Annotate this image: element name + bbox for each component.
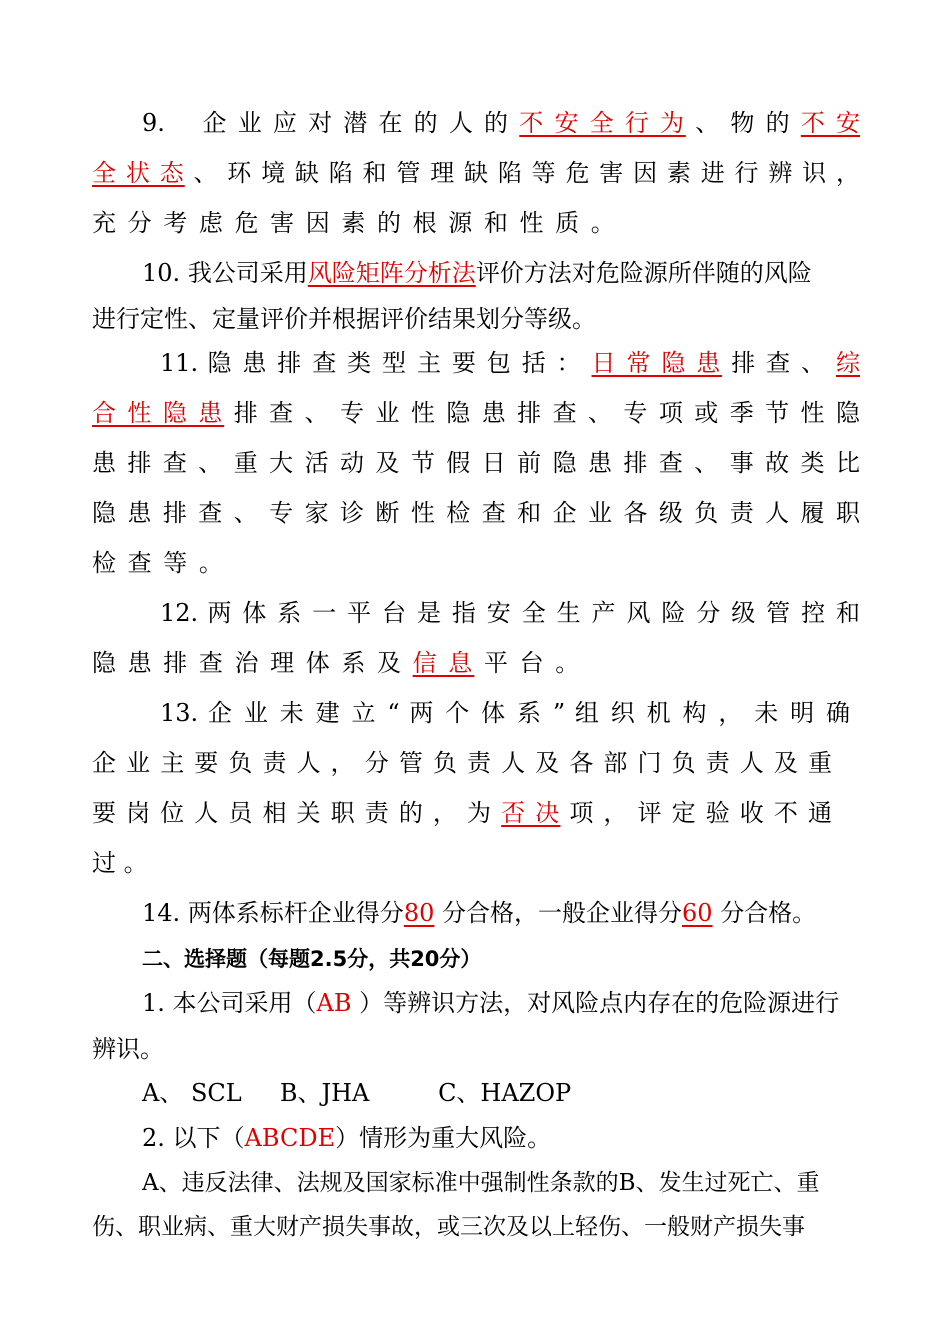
- c2-text: 以下（: [172, 1124, 245, 1152]
- q9-answer-2: 不 安: [800, 109, 861, 137]
- q13-text: 要 岗 位 人 员 相 关 职 责 的 ， 为: [92, 799, 493, 827]
- c2-line-3: 伤、职业病、重大财产损失事故，或三次及以上轻伤、一般财产损失事: [92, 1214, 805, 1240]
- q13-text: 项 ， 评 定 验 收 不 通: [569, 799, 832, 827]
- q12-line-1: [160, 596, 860, 630]
- q14-text: 两体系标杆企业得分: [187, 899, 404, 927]
- q13-line-1: [160, 696, 850, 730]
- q14-text: 分合格，一般企业得分: [442, 899, 682, 927]
- c1-line-2: 辨识。: [92, 1035, 164, 1063]
- c1-text: 本公司采用（: [172, 989, 317, 1017]
- c1-line-1: [142, 986, 860, 1020]
- c1-option-c: C、HAZOP: [438, 1079, 572, 1107]
- q13-line-4: 过 。: [92, 849, 148, 877]
- q12-text: 两 体 系 一 平 台 是 指 安 全 生 产 风 险 分 级 管 控 和: [207, 599, 860, 627]
- c1-answer: AB: [316, 989, 352, 1017]
- q12-number: 12.: [160, 599, 199, 627]
- q14-answer-1: 80: [403, 899, 435, 927]
- c1-option-a: A、 SCL: [142, 1079, 242, 1107]
- q13-number: 13.: [160, 699, 199, 727]
- c2-text: ）情形为重大风险。: [335, 1124, 552, 1152]
- q14-text: 分合格。: [720, 899, 817, 927]
- q10-line-2: 进行定性、定量评价并根据评价结果划分等级。: [92, 305, 596, 333]
- q11-line-2: [92, 396, 860, 430]
- q9-text: 、 环 境 缺 陷 和 管 理 缺 陷 等 危 害 因 素 进 行 辨 识 ，: [193, 159, 860, 187]
- q9-number: 9.: [142, 109, 165, 137]
- q13-text: 企 业 未 建 立 “ 两 个 体 系 ” 组 织 机 构 ， 未 明 确: [207, 699, 851, 727]
- q10-line-1: [142, 256, 860, 290]
- q14-answer-2: 60: [682, 899, 713, 927]
- c2-line-1: [142, 1121, 860, 1155]
- q11-number: 11.: [160, 349, 199, 377]
- q11-line-5: 检 查 等 。: [92, 549, 225, 577]
- c1-number: 1.: [142, 989, 165, 1017]
- q9-line-3: 充 分 考 虑 危 害 因 素 的 根 源 和 性 质 。: [92, 209, 617, 237]
- c2-answer: ABCDE: [244, 1124, 336, 1152]
- q11-line-1: [160, 346, 860, 380]
- q9-line-1: [142, 106, 860, 140]
- q9-line-2: [92, 156, 860, 190]
- c1-text: ）等辨识方法，对风险点内存在的危险源进行: [359, 989, 840, 1017]
- q13-line-2: 企 业 主 要 负 责 人 ， 分 管 负 责 人 及 各 部 门 负 责 人 及 重: [92, 749, 832, 777]
- q11-answer-2: 综: [836, 349, 860, 377]
- q11-line-4: 隐 患 排 查 、 专 家 诊 断 性 检 查 和 企 业 各 级 负 责 人 履 职: [92, 499, 860, 527]
- q9-answer-1: 不 安 全 行 为: [519, 109, 686, 137]
- q14-line-1: [142, 896, 860, 930]
- q9-answer-2-cont: 全 状 态: [92, 159, 185, 187]
- c1-option-b: B、JHA: [279, 1079, 370, 1107]
- q9-text: 、 物 的: [695, 109, 792, 137]
- q13-answer: 否 决: [501, 799, 561, 827]
- q12-text: 平 台 。: [483, 649, 582, 677]
- c1-options: [142, 1076, 860, 1110]
- q11-answer-2-cont: 合 性 隐 患: [92, 399, 225, 427]
- q11-answer-1: 日 常 隐 患: [591, 349, 722, 377]
- c2-line-2: A、违反法律、法规及国家标准中强制性条款的B、发生过死亡、重: [142, 1170, 820, 1196]
- q12-line-2: [92, 646, 860, 680]
- q10-number: 10.: [142, 259, 181, 287]
- q9-text: 企 业 应 对 潜 在 的 人 的: [202, 109, 510, 137]
- q10-answer: 风险矩阵分析法: [307, 259, 476, 287]
- q10-text: 我公司采用: [187, 259, 308, 287]
- q11-line-3: 患 排 查 、 重 大 活 动 及 节 假 日 前 隐 患 排 查 、 事 故 类 比: [92, 449, 860, 477]
- q14-number: 14.: [142, 899, 181, 927]
- q12-answer: 信 息: [412, 649, 475, 677]
- q11-text: 隐 患 排 查 类 型 主 要 包 括 ：: [207, 349, 583, 377]
- c2-number: 2.: [142, 1124, 165, 1152]
- q12-text: 隐 患 排 查 治 理 体 系 及: [92, 649, 404, 677]
- section-heading: 二、选择题（每题2.5分，共20分）: [142, 947, 482, 971]
- q11-text: 排 查 、 专 业 性 隐 患 排 查 、 专 项 或 季 节 性 隐: [233, 399, 860, 427]
- q13-line-3: [92, 796, 832, 830]
- q10-text: 评价方法对危险源所伴随的风险: [475, 259, 812, 287]
- q11-text: 排 查 、: [731, 349, 827, 377]
